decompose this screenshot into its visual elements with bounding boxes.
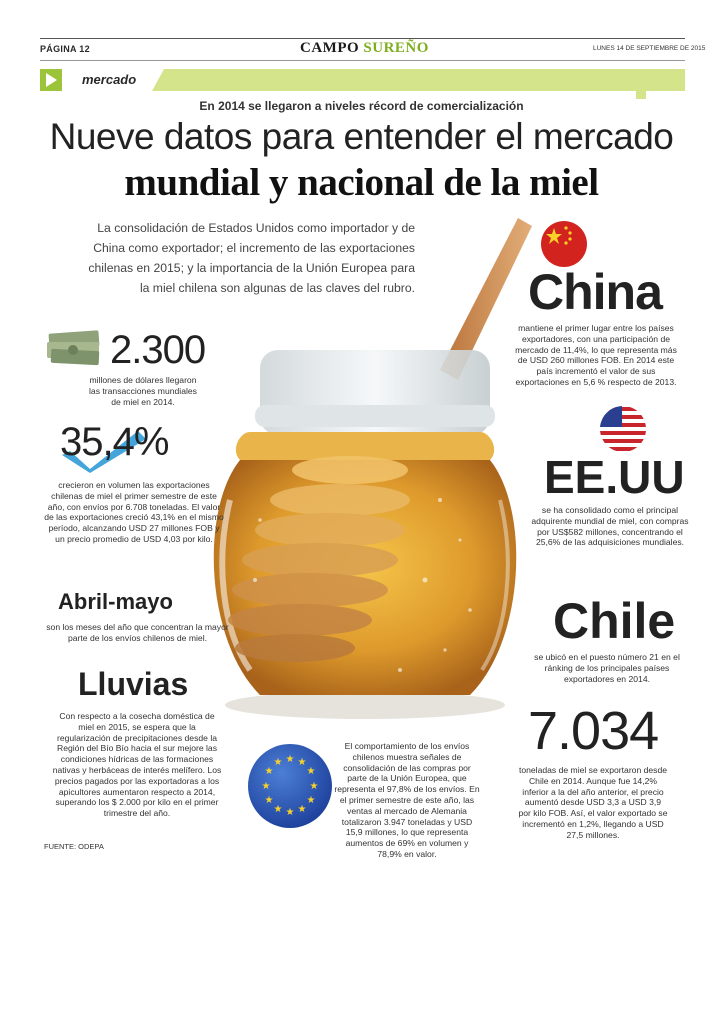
fact-354-text: crecieron en volumen las exportaciones chilenas de miel el primer semestre de este año, con envíos por 6.708 toneladas. El valor de las exportaciones creció 43,1% en el mismo período, alcanzando USD 27 millones FOB y un precio promedio de USD 4,03 por kilo. [44,480,224,544]
play-arrow-icon [46,73,57,87]
fact-eeuu-heading: EE.UU [544,451,685,503]
svg-text:★: ★ [261,781,271,792]
lede-paragraph: La consolidación de Estados Unidos como importador y de China como exportador; el incremento de las exportaciones chilenas en 2015; y la importancia de la Unión Europea para la miel chilena son algunas de las claves del rubro. [88,221,415,295]
fact-354-number: 35,4% [60,420,169,464]
masthead-sureno: SUREÑO [363,40,429,56]
svg-text:★: ★ [297,757,307,768]
section-label: mercado [62,69,152,91]
section-bar-tab [636,91,646,99]
fact-eeuu-text: se ha consolidado como el principal adquirente mundial de miel, con compras por US$582 millones, concentrando el 25,6% de las adquisiciones mundiales. [531,505,689,548]
header-rule-bottom [40,60,685,61]
headline-line2: mundial y nacional de la miel [124,161,599,204]
fact-7034-text: toneladas de miel se exportaron desde Chile en 2014. Aunque fue 14,2% inferior a la del año anterior, el precio aumentó desde USD 3,3 a USD 3,9 por kilo FOB. Así, el valor exportado se incrementó en 1,2%, llegando a USD 27,5 millones. [518,765,668,840]
section-label-cut [152,69,164,91]
svg-text:★: ★ [306,766,316,777]
svg-text:★: ★ [285,807,295,818]
fact-lluvias-heading: Lluvias [78,666,189,702]
masthead-campo: CAMPO [300,40,360,56]
svg-text:★: ★ [297,804,307,815]
svg-text:★: ★ [285,754,295,765]
eu-flag-icon [246,742,334,830]
fact-chile-heading: Chile [553,593,676,649]
fact-2300-text: millones de dólares llegaron las transacciones mundiales de miel en 2014. [89,375,197,407]
fact-china-text: mantiene el primer lugar entre los países exportadores, con una participación de mercado de 11,4%, lo que representa más de USD 260 millones FOB. En 2014 este país incrementó el valor de sus exportaciones en 5,6 % respecto de 2013. [515,323,677,387]
svg-text:★: ★ [264,766,274,777]
issue-date: LUNES 14 DE SEPTIEMBRE DE 2015 [593,45,706,52]
fact-china-heading: China [528,264,662,320]
fact-ue-text: El comportamiento de los envíos chilenos muestra señales de consolidación de las compras por parte de la Unión Europea, que representa el 97,8% de los envíos. En el primer semestre de este año, las ventas al mercado de Alemania totalizaron 3.947 toneladas y USD 15,9 millones, lo que representa aumentos de 69% en volumen y 78,9% en valor. [334,741,480,859]
honey-jar-illustration [200,200,540,730]
svg-text:★: ★ [273,804,283,815]
china-flag-icon [540,220,588,268]
masthead [300,40,429,57]
fact-abril-mayo-heading: Abril-mayo [58,589,173,614]
page-number: PÁGINA 12 [40,44,90,54]
fact-lluvias-text: Con respecto a la cosecha doméstica de miel en 2015, se espera que la regularización de precipitaciones desde la Región del Bío Bío hacia el sur mejore las condiciones hídricas de las formaciones nativas y herbáceas de interés melífero. Los precios pagados por las exportadoras a los apicultores aumentaron respecto a 2014, superando los $ 2.000 por kilo en el primer trimestre del año. [52,711,222,819]
fact-chile-text: se ubicó en el puesto número 21 en el ránking de los principales países exportadores en 2014. [534,652,680,684]
fact-7034-number: 7.034 [528,701,659,761]
source-credit: FUENTE: ODEPA [44,842,104,851]
svg-text:★: ★ [306,795,316,806]
svg-text:★: ★ [264,795,274,806]
kicker: En 2014 se llegaron a niveles récord de comercialización [199,99,524,113]
fact-2300-number: 2.300 [110,328,206,372]
usa-flag-icon [598,405,648,453]
svg-text:★: ★ [273,757,283,768]
header-rule [40,38,685,39]
svg-text:★: ★ [309,781,319,792]
money-stack-icon [45,330,103,368]
fact-abril-mayo-text: son los meses del año que concentran la mayor parte de los envíos chilenos de miel. [46,622,229,643]
headline-line1: Nueve datos para entender el mercado [49,116,674,157]
